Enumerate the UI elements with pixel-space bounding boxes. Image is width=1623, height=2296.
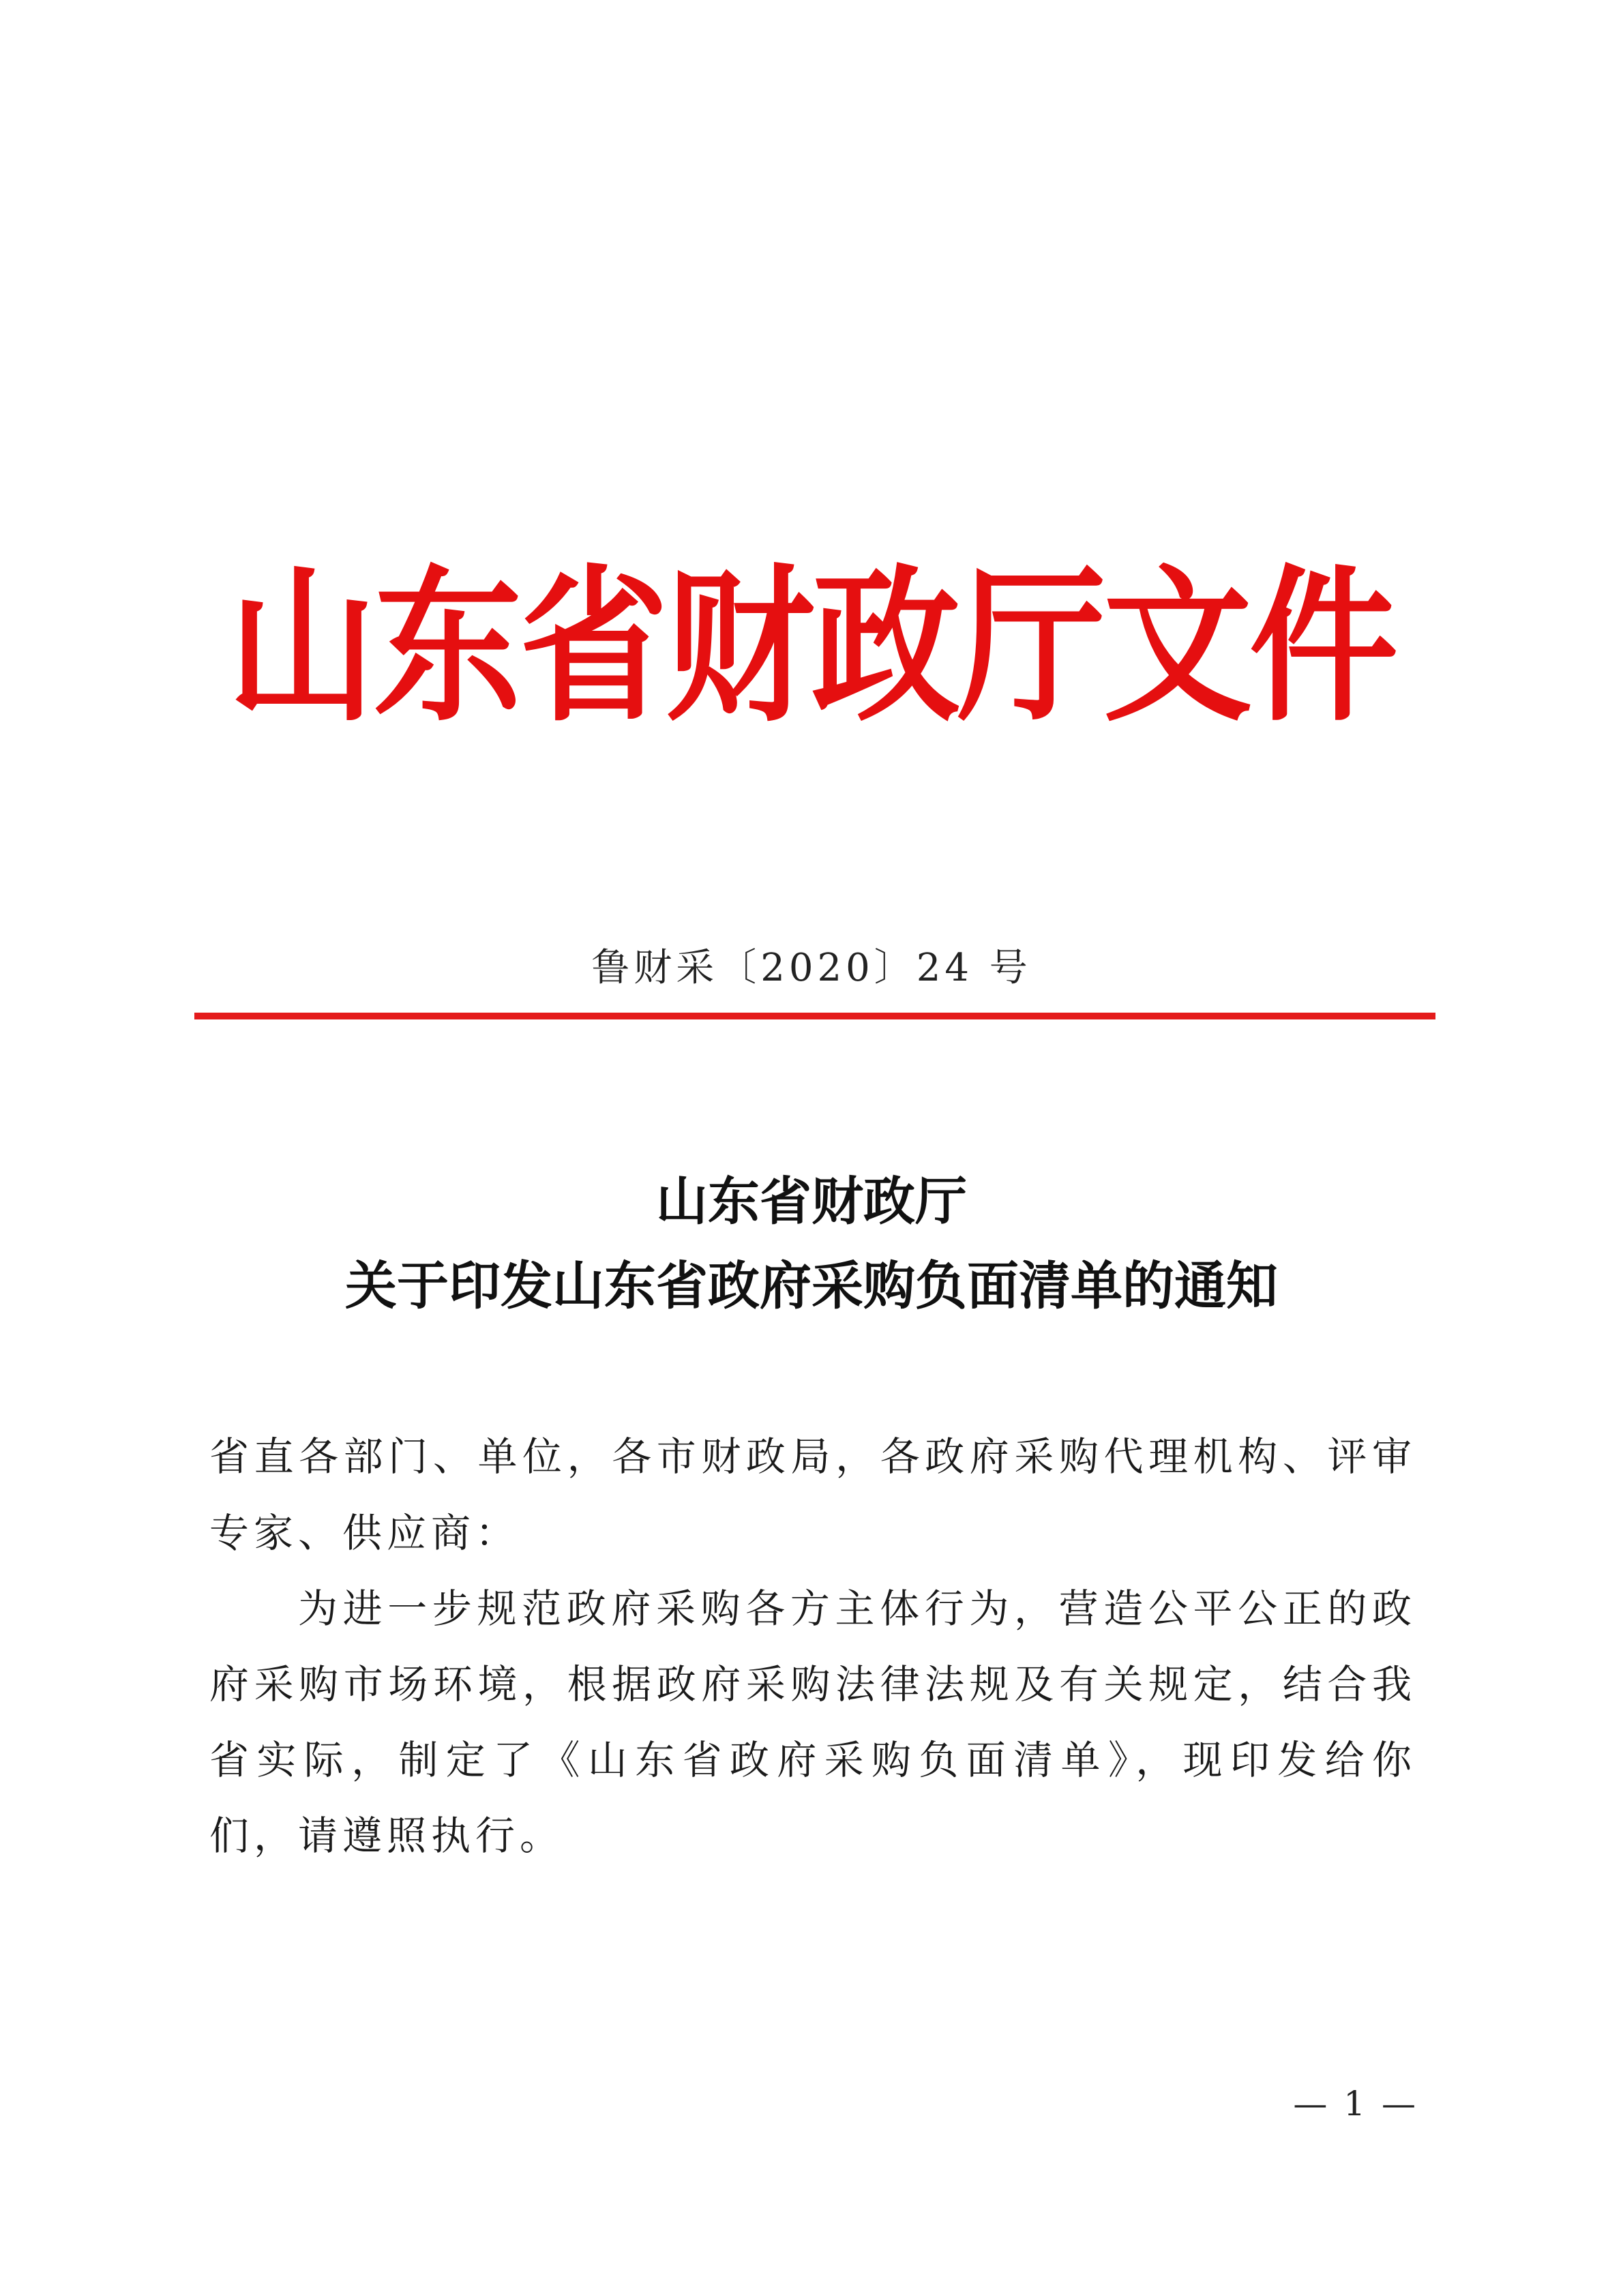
masthead-title: 山东省财政厅文件 xyxy=(228,548,1395,745)
title-issuer: 山东省财政厅 xyxy=(656,1171,967,1232)
page-number: — 1 — xyxy=(1293,2084,1418,2123)
body-paragraph: 为进一步规范政府采购各方主体行为，营造公平公正的政府采购市场环境，根据政府采购法律法规及有关规定，结合我省实际，制定了《山东省政府采购负面清单》，现印发给你们，请遵照执行。 xyxy=(209,1585,1416,1859)
notice-title xyxy=(0,1159,1623,1328)
document-number: 鲁财采〔2020〕24 号 xyxy=(591,946,1032,990)
title-subject: 关于印发山东省政府采购负面清单的通知 xyxy=(345,1255,1278,1316)
addressee-line: 省直各部门、单位，各市财政局，各政府采购代理机构、评审专家、供应商： xyxy=(209,1433,1416,1556)
red-divider-line xyxy=(194,1013,1435,1019)
